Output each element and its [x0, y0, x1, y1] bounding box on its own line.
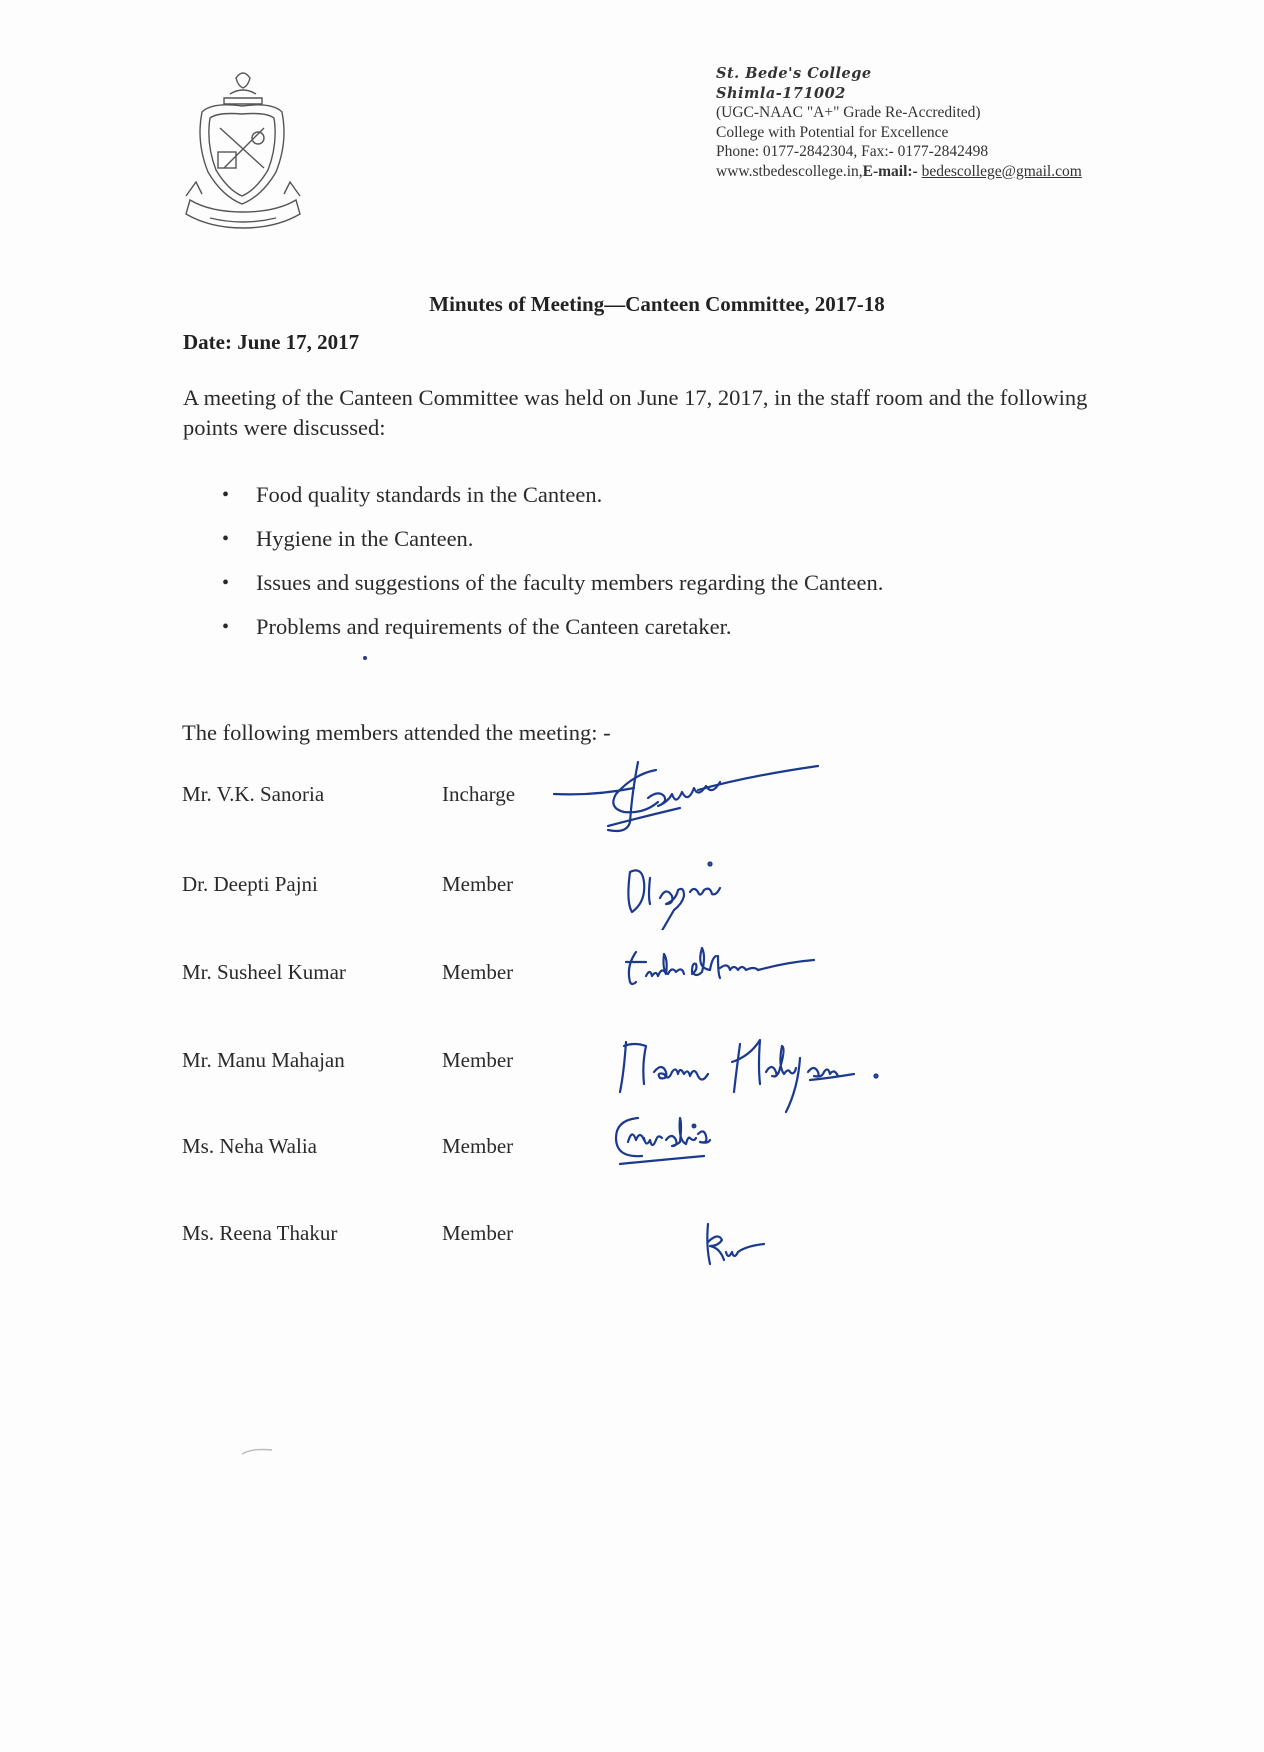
point-text: Food quality standards in the Canteen.	[256, 482, 603, 507]
bullet-icon: •	[222, 572, 230, 594]
signature-neha-walia	[614, 1112, 754, 1172]
web-email-line	[716, 162, 1146, 182]
point-text: Hygiene in the Canteen.	[256, 526, 474, 551]
list-item	[222, 524, 883, 568]
minutes-title-text: Minutes of Meeting—Canteen Committee, 2017-18	[429, 292, 885, 316]
signature-reena-thakur	[700, 1216, 776, 1272]
member-name: Dr. Deepti Pajni	[182, 872, 318, 896]
college-name: St. Bede's College	[716, 65, 872, 82]
member-name: Mr. Susheel Kumar	[182, 960, 346, 984]
signature-sanoria	[548, 752, 824, 842]
college-letterhead	[716, 64, 1146, 181]
website-text: www.stbedescollege.in,	[716, 162, 863, 180]
member-name: Mr. Manu Mahajan	[182, 1048, 345, 1072]
member-role: Incharge	[442, 782, 516, 806]
signature-susheel-kumar	[622, 940, 818, 992]
ink-mark	[240, 1444, 276, 1458]
discussion-points	[222, 480, 883, 656]
email-link[interactable]: bedescollege@gmail.com	[921, 162, 1082, 180]
bullet-icon: •	[222, 528, 230, 550]
member-role: Member	[442, 960, 514, 984]
college-city: Shimla-171002	[716, 84, 846, 102]
contact-text: Phone: 0177-2842304, Fax:- 0177-2842498	[716, 143, 989, 160]
member-role: Member	[442, 872, 514, 896]
college-crest-logo	[180, 68, 306, 238]
meeting-date: Date: June 17, 2017	[183, 330, 360, 354]
member-role: Member	[442, 1134, 514, 1158]
member-name: Mr. V.K. Sanoria	[182, 782, 325, 806]
accreditation-text: (UGC-NAAC "A+" Grade Re-Accredited)	[716, 104, 981, 121]
bullet-icon: •	[222, 616, 230, 638]
bullet-icon: •	[222, 484, 230, 506]
point-text: Issues and suggestions of the faculty members regarding the Canteen.	[256, 570, 884, 595]
attendance-intro: The following members attended the meeting: -	[182, 720, 611, 745]
list-item	[222, 612, 883, 656]
email-label: E-mail:-	[862, 162, 918, 180]
ink-speck	[363, 656, 367, 660]
signature-manu-mahajan	[614, 1032, 888, 1122]
list-item	[222, 480, 883, 524]
potential-text: College with Potential for Excellence	[716, 123, 949, 141]
minutes-title	[0, 292, 1264, 317]
member-role: Member	[442, 1221, 514, 1245]
intro-paragraph: A meeting of the Canteen Committee was held on June 17, 2017, in the staff room and the following points were discussed:	[183, 385, 1088, 440]
signature-pajni	[620, 858, 740, 930]
point-text: Problems and requirements of the Canteen caretaker.	[256, 614, 732, 639]
list-item	[222, 568, 883, 612]
member-role: Member	[442, 1048, 514, 1072]
member-name: Ms. Reena Thakur	[182, 1221, 338, 1245]
member-name: Ms. Neha Walia	[182, 1134, 317, 1158]
